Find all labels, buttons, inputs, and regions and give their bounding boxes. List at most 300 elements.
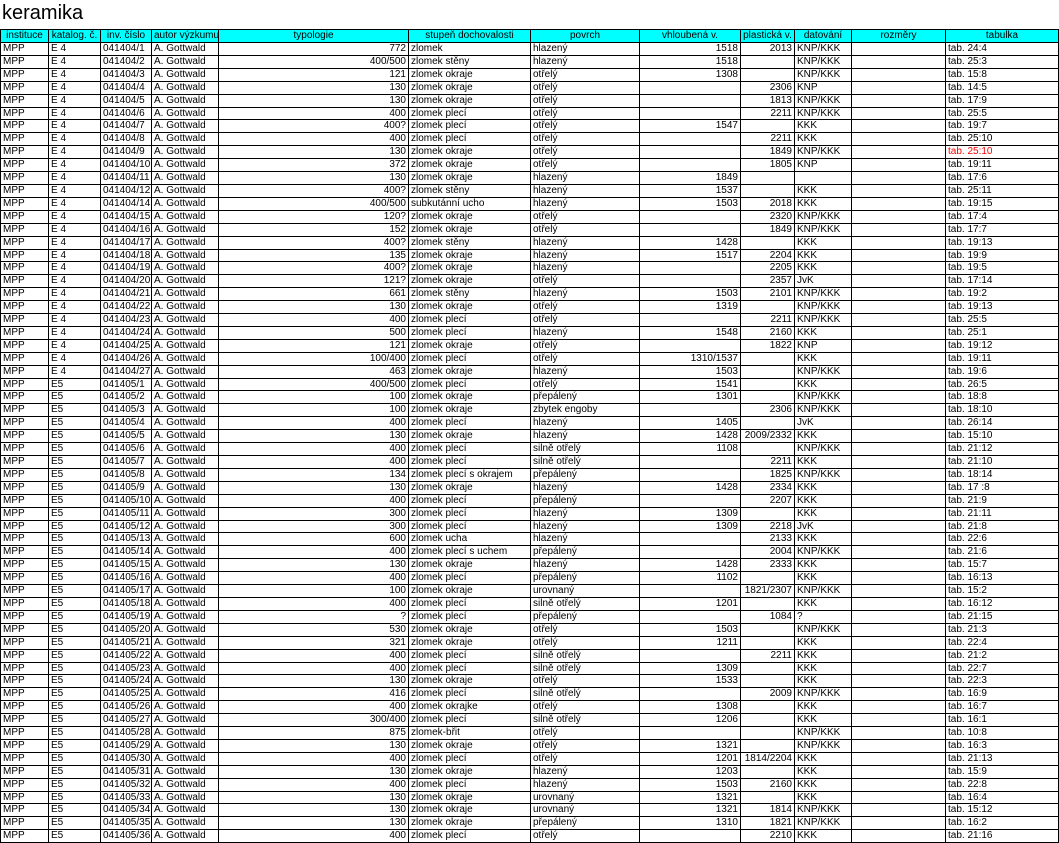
cell-stupen: zlomek plecí (409, 494, 531, 507)
cell-datovani: KKK (795, 481, 852, 494)
cell-katalog: E 4 (49, 301, 101, 314)
cell-datovani: KKK (795, 262, 852, 275)
cell-datovani: KNP/KKK (795, 43, 852, 56)
table-row[interactable] (1, 727, 1059, 740)
cell-stupen: zlomek okraje (409, 636, 531, 649)
cell-datovani: KKK (795, 752, 852, 765)
cell-rozmery (852, 585, 946, 598)
cell-katalog: E 4 (49, 159, 101, 172)
cell-tabulka: tab. 18:14 (946, 468, 1059, 481)
cell-datovani: ? (795, 610, 852, 623)
cell-typologie: 400 (219, 417, 409, 430)
table-row[interactable] (1, 804, 1059, 817)
cell-datovani: KKK (795, 120, 852, 133)
cell-instituce: MPP (1, 752, 49, 765)
cell-typologie: 400 (219, 443, 409, 456)
cell-vhloubena: 1537 (640, 184, 741, 197)
cell-instituce: MPP (1, 675, 49, 688)
table-row[interactable] (1, 288, 1059, 301)
header-povrch[interactable]: povrch (531, 30, 640, 43)
table-row[interactable] (1, 391, 1059, 404)
cell-autor: A. Gottwald (152, 585, 219, 598)
cell-plasticka: 2306 (741, 81, 795, 94)
cell-datovani (795, 172, 852, 185)
cell-instituce: MPP (1, 81, 49, 94)
table-row[interactable] (1, 701, 1059, 714)
cell-vhloubena: 1319 (640, 301, 741, 314)
table-row[interactable] (1, 223, 1059, 236)
cell-vhloubena (640, 262, 741, 275)
table-row[interactable] (1, 597, 1059, 610)
cell-inv-cislo: 041404/11 (101, 172, 152, 185)
table-row[interactable] (1, 830, 1059, 843)
cell-typologie: 400 (219, 662, 409, 675)
cell-inv-cislo: 041405/35 (101, 817, 152, 830)
cell-povrch: otřelý (531, 210, 640, 223)
cell-typologie: 416 (219, 688, 409, 701)
cell-tabulka: tab. 17:6 (946, 172, 1059, 185)
table-row[interactable] (1, 172, 1059, 185)
cell-tabulka: tab. 16:13 (946, 572, 1059, 585)
table-row[interactable] (1, 275, 1059, 288)
cell-tabulka: tab. 21:12 (946, 443, 1059, 456)
cell-stupen: zlomek plecí (409, 456, 531, 469)
cell-rozmery (852, 778, 946, 791)
cell-tabulka: tab. 19:6 (946, 365, 1059, 378)
cell-inv-cislo: 041404/8 (101, 133, 152, 146)
cell-rozmery (852, 301, 946, 314)
cell-typologie: 400 (219, 456, 409, 469)
cell-vhloubena (640, 404, 741, 417)
cell-povrch: otřelý (531, 81, 640, 94)
cell-tabulka: tab. 25:11 (946, 184, 1059, 197)
cell-rozmery (852, 352, 946, 365)
table-row[interactable] (1, 365, 1059, 378)
table-row[interactable] (1, 636, 1059, 649)
cell-rozmery (852, 546, 946, 559)
cell-autor: A. Gottwald (152, 623, 219, 636)
cell-autor: A. Gottwald (152, 546, 219, 559)
cell-plasticka: 2211 (741, 456, 795, 469)
cell-vhloubena (640, 81, 741, 94)
table-row[interactable] (1, 520, 1059, 533)
cell-rozmery (852, 391, 946, 404)
cell-inv-cislo: 041404/12 (101, 184, 152, 197)
table-row[interactable] (1, 765, 1059, 778)
cell-rozmery (852, 223, 946, 236)
cell-stupen: zlomek stěny (409, 184, 531, 197)
cell-typologie: 130 (219, 817, 409, 830)
table-row[interactable] (1, 210, 1059, 223)
cell-stupen: zlomek okraje (409, 94, 531, 107)
cell-autor: A. Gottwald (152, 778, 219, 791)
table-row[interactable] (1, 107, 1059, 120)
cell-tabulka: tab. 21:10 (946, 456, 1059, 469)
cell-tabulka: tab. 16:2 (946, 817, 1059, 830)
cell-datovani: KNP/KKK (795, 546, 852, 559)
table-row[interactable] (1, 714, 1059, 727)
cell-typologie: 152 (219, 223, 409, 236)
table-row[interactable] (1, 572, 1059, 585)
cell-vhloubena (640, 688, 741, 701)
table-row[interactable] (1, 443, 1059, 456)
cell-datovani: KKK (795, 559, 852, 572)
cell-plasticka: 2211 (741, 133, 795, 146)
cell-inv-cislo: 041405/16 (101, 572, 152, 585)
cell-rozmery (852, 791, 946, 804)
cell-vhloubena (640, 727, 741, 740)
cell-instituce: MPP (1, 830, 49, 843)
cell-instituce: MPP (1, 727, 49, 740)
cell-plasticka (741, 301, 795, 314)
table-row[interactable] (1, 314, 1059, 327)
cell-plasticka (741, 765, 795, 778)
cell-povrch: otřelý (531, 301, 640, 314)
cell-katalog: E5 (49, 817, 101, 830)
cell-katalog: E5 (49, 765, 101, 778)
cell-inv-cislo: 041405/20 (101, 623, 152, 636)
table-row[interactable] (1, 352, 1059, 365)
table-row[interactable] (1, 649, 1059, 662)
cell-typologie: ? (219, 610, 409, 623)
table-row[interactable] (1, 404, 1059, 417)
table-row[interactable] (1, 378, 1059, 391)
table-row[interactable] (1, 494, 1059, 507)
cell-typologie: 875 (219, 727, 409, 740)
cell-inv-cislo: 041404/1 (101, 43, 152, 56)
cell-vhloubena (640, 107, 741, 120)
header-instituce[interactable]: instituce (1, 30, 49, 43)
cell-plasticka: 2205 (741, 262, 795, 275)
table-row[interactable] (1, 120, 1059, 133)
cell-inv-cislo: 041405/34 (101, 804, 152, 817)
cell-instituce: MPP (1, 365, 49, 378)
cell-stupen: zlomek plecí (409, 443, 531, 456)
cell-povrch: hlazený (531, 55, 640, 68)
cell-instituce: MPP (1, 223, 49, 236)
table-row[interactable] (1, 546, 1059, 559)
cell-stupen: zlomek okraje (409, 68, 531, 81)
cell-tabulka: tab. 16:7 (946, 701, 1059, 714)
cell-rozmery (852, 533, 946, 546)
cell-inv-cislo: 041405/31 (101, 765, 152, 778)
table-row[interactable] (1, 739, 1059, 752)
cell-datovani: KKK (795, 778, 852, 791)
cell-povrch: urovnaný (531, 804, 640, 817)
cell-povrch: hlazený (531, 288, 640, 301)
table-row[interactable] (1, 481, 1059, 494)
cell-plasticka (741, 714, 795, 727)
table-row[interactable] (1, 791, 1059, 804)
cell-vhloubena (640, 494, 741, 507)
table-row[interactable] (1, 326, 1059, 339)
cell-povrch: hlazený (531, 184, 640, 197)
cell-datovani: JvK (795, 275, 852, 288)
table-row[interactable] (1, 68, 1059, 81)
cell-plasticka: 1849 (741, 223, 795, 236)
cell-vhloubena: 1201 (640, 752, 741, 765)
table-row[interactable] (1, 507, 1059, 520)
table-row[interactable] (1, 81, 1059, 94)
cell-instituce: MPP (1, 55, 49, 68)
cell-tabulka: tab. 21:11 (946, 507, 1059, 520)
cell-rozmery (852, 456, 946, 469)
cell-inv-cislo: 041405/9 (101, 481, 152, 494)
cell-tabulka: tab. 25:3 (946, 55, 1059, 68)
cell-inv-cislo: 041404/7 (101, 120, 152, 133)
cell-vhloubena: 1309 (640, 507, 741, 520)
cell-katalog: E 4 (49, 81, 101, 94)
cell-stupen: zlomek plecí (409, 778, 531, 791)
cell-instituce: MPP (1, 120, 49, 133)
cell-povrch: silně otřelý (531, 662, 640, 675)
cell-inv-cislo: 041404/16 (101, 223, 152, 236)
cell-typologie: 300/400 (219, 714, 409, 727)
cell-stupen: zlomek plecí (409, 352, 531, 365)
cell-vhloubena (640, 533, 741, 546)
cell-inv-cislo: 041405/4 (101, 417, 152, 430)
cell-vhloubena: 1108 (640, 443, 741, 456)
cell-stupen: zlomek okraje (409, 301, 531, 314)
header-stupen[interactable]: stupeň dochovalosti (409, 30, 531, 43)
table-row[interactable] (1, 262, 1059, 275)
cell-autor: A. Gottwald (152, 159, 219, 172)
cell-povrch: otřelý (531, 223, 640, 236)
cell-instituce: MPP (1, 146, 49, 159)
cell-stupen: zlomek plecí s okrajem (409, 468, 531, 481)
cell-datovani: KKK (795, 430, 852, 443)
cell-rozmery (852, 752, 946, 765)
cell-stupen: zlomek okraje (409, 275, 531, 288)
cell-datovani: KNP/KKK (795, 107, 852, 120)
cell-stupen: zlomek okraje (409, 559, 531, 572)
cell-rozmery (852, 688, 946, 701)
cell-autor: A. Gottwald (152, 417, 219, 430)
cell-typologie: 120? (219, 210, 409, 223)
cell-instituce: MPP (1, 417, 49, 430)
cell-autor: A. Gottwald (152, 288, 219, 301)
cell-katalog: E 4 (49, 146, 101, 159)
cell-instituce: MPP (1, 610, 49, 623)
cell-instituce: MPP (1, 172, 49, 185)
table-row[interactable] (1, 430, 1059, 443)
cell-katalog: E5 (49, 546, 101, 559)
cell-typologie: 400? (219, 236, 409, 249)
cell-tabulka: tab. 18:10 (946, 404, 1059, 417)
header-datovani[interactable]: datování (795, 30, 852, 43)
cell-inv-cislo: 041404/24 (101, 326, 152, 339)
cell-datovani: KKK (795, 249, 852, 262)
cell-tabulka: tab. 19:15 (946, 197, 1059, 210)
cell-plasticka (741, 365, 795, 378)
cell-typologie: 100/400 (219, 352, 409, 365)
table-row[interactable] (1, 817, 1059, 830)
cell-tabulka: tab. 19:11 (946, 159, 1059, 172)
table-row[interactable] (1, 456, 1059, 469)
cell-povrch: hlazený (531, 533, 640, 546)
header-inv-cislo[interactable]: inv. číslo (101, 30, 152, 43)
table-row[interactable] (1, 236, 1059, 249)
cell-typologie: 400 (219, 649, 409, 662)
cell-plasticka: 1822 (741, 339, 795, 352)
cell-typologie: 372 (219, 159, 409, 172)
table-row[interactable] (1, 43, 1059, 56)
cell-vhloubena (640, 546, 741, 559)
cell-stupen: zlomek plecí (409, 520, 531, 533)
header-rozmery[interactable]: rozměry (852, 30, 946, 43)
cell-typologie: 300 (219, 507, 409, 520)
cell-katalog: E5 (49, 456, 101, 469)
header-typologie[interactable]: typologie (219, 30, 409, 43)
cell-autor: A. Gottwald (152, 365, 219, 378)
cell-katalog: E 4 (49, 133, 101, 146)
cell-typologie: 121 (219, 339, 409, 352)
cell-autor: A. Gottwald (152, 184, 219, 197)
header-autor[interactable]: autor výzkumu (152, 30, 219, 43)
cell-vhloubena: 1308 (640, 701, 741, 714)
table-row[interactable] (1, 55, 1059, 68)
table-row[interactable] (1, 778, 1059, 791)
cell-povrch: silně otřelý (531, 688, 640, 701)
cell-plasticka (741, 236, 795, 249)
cell-povrch: otřelý (531, 352, 640, 365)
cell-tabulka: tab. 16:9 (946, 688, 1059, 701)
cell-povrch: urovnaný (531, 585, 640, 598)
cell-typologie: 530 (219, 623, 409, 636)
cell-tabulka: tab. 19:13 (946, 236, 1059, 249)
cell-vhloubena (640, 314, 741, 327)
header-katalog[interactable]: katalog. č. (49, 30, 101, 43)
cell-povrch: zbytek engoby (531, 404, 640, 417)
cell-katalog: E5 (49, 520, 101, 533)
header-plasticka[interactable]: plastická v. (741, 30, 795, 43)
cell-inv-cislo: 041405/14 (101, 546, 152, 559)
cell-rozmery (852, 572, 946, 585)
table-row[interactable] (1, 662, 1059, 675)
cell-inv-cislo: 041404/10 (101, 159, 152, 172)
cell-povrch: hlazený (531, 236, 640, 249)
table-row[interactable] (1, 184, 1059, 197)
cell-rozmery (852, 830, 946, 843)
table-row[interactable] (1, 533, 1059, 546)
cell-stupen: zlomek okraje (409, 739, 531, 752)
cell-plasticka (741, 791, 795, 804)
cell-stupen: zlomek plecí (409, 662, 531, 675)
cell-plasticka: 2018 (741, 197, 795, 210)
cell-inv-cislo: 041404/15 (101, 210, 152, 223)
cell-stupen: zlomek okraje (409, 210, 531, 223)
table-row[interactable] (1, 585, 1059, 598)
cell-plasticka: 1814/2204 (741, 752, 795, 765)
cell-instituce: MPP (1, 68, 49, 81)
cell-autor: A. Gottwald (152, 533, 219, 546)
cell-katalog: E 4 (49, 365, 101, 378)
cell-plasticka (741, 597, 795, 610)
cell-povrch: hlazený (531, 778, 640, 791)
cell-datovani: KKK (795, 456, 852, 469)
table-row[interactable] (1, 159, 1059, 172)
cell-datovani: KNP/KKK (795, 804, 852, 817)
header-tabulka[interactable]: tabulka (946, 30, 1059, 43)
table-row[interactable] (1, 623, 1059, 636)
cell-rozmery (852, 197, 946, 210)
table-row[interactable] (1, 559, 1059, 572)
cell-katalog: E5 (49, 752, 101, 765)
cell-instituce: MPP (1, 546, 49, 559)
table-row[interactable] (1, 688, 1059, 701)
cell-povrch: otřelý (531, 739, 640, 752)
cell-vhloubena (640, 830, 741, 843)
cell-autor: A. Gottwald (152, 120, 219, 133)
cell-instituce: MPP (1, 301, 49, 314)
cell-stupen: zlomek okraje (409, 765, 531, 778)
cell-datovani: JvK (795, 520, 852, 533)
cell-inv-cislo: 041405/10 (101, 494, 152, 507)
cell-katalog: E5 (49, 559, 101, 572)
cell-typologie: 600 (219, 533, 409, 546)
header-vhloubena[interactable]: vhloubená v. (640, 30, 741, 43)
cell-katalog: E 4 (49, 339, 101, 352)
table-row[interactable] (1, 339, 1059, 352)
cell-stupen: zlomek okraje (409, 249, 531, 262)
cell-inv-cislo: 041404/19 (101, 262, 152, 275)
cell-plasticka: 1821 (741, 817, 795, 830)
table-row[interactable] (1, 610, 1059, 623)
cell-tabulka: tab. 21:2 (946, 649, 1059, 662)
cell-stupen: zlomek okraje (409, 404, 531, 417)
cell-typologie: 130 (219, 81, 409, 94)
table-row[interactable] (1, 752, 1059, 765)
cell-povrch: přepálený (531, 494, 640, 507)
table-row[interactable] (1, 197, 1059, 210)
cell-vhloubena: 1309 (640, 520, 741, 533)
cell-rozmery (852, 120, 946, 133)
table-row[interactable] (1, 133, 1059, 146)
cell-stupen: zlomek stěny (409, 236, 531, 249)
cell-datovani: KNP/KKK (795, 727, 852, 740)
cell-inv-cislo: 041405/36 (101, 830, 152, 843)
cell-tabulka: tab. 25:5 (946, 107, 1059, 120)
cell-stupen: zlomek okraje (409, 623, 531, 636)
cell-plasticka: 2320 (741, 210, 795, 223)
cell-tabulka: tab. 22:6 (946, 533, 1059, 546)
table-row[interactable] (1, 417, 1059, 430)
cell-povrch: silně otřelý (531, 714, 640, 727)
cell-autor: A. Gottwald (152, 249, 219, 262)
table-row[interactable] (1, 301, 1059, 314)
cell-autor: A. Gottwald (152, 262, 219, 275)
cell-instituce: MPP (1, 210, 49, 223)
cell-katalog: E 4 (49, 326, 101, 339)
cell-vhloubena: 1547 (640, 120, 741, 133)
table-row[interactable] (1, 468, 1059, 481)
cell-katalog: E5 (49, 623, 101, 636)
cell-autor: A. Gottwald (152, 146, 219, 159)
cell-inv-cislo: 041405/8 (101, 468, 152, 481)
table-row[interactable] (1, 94, 1059, 107)
cell-rozmery (852, 468, 946, 481)
cell-rozmery (852, 404, 946, 417)
cell-rozmery (852, 378, 946, 391)
cell-typologie: 130 (219, 301, 409, 314)
cell-vhloubena: 1211 (640, 636, 741, 649)
cell-datovani: KKK (795, 830, 852, 843)
cell-rozmery (852, 275, 946, 288)
table-row[interactable] (1, 146, 1059, 159)
table-row[interactable] (1, 249, 1059, 262)
table-row[interactable] (1, 675, 1059, 688)
cell-tabulka: tab. 21:13 (946, 752, 1059, 765)
